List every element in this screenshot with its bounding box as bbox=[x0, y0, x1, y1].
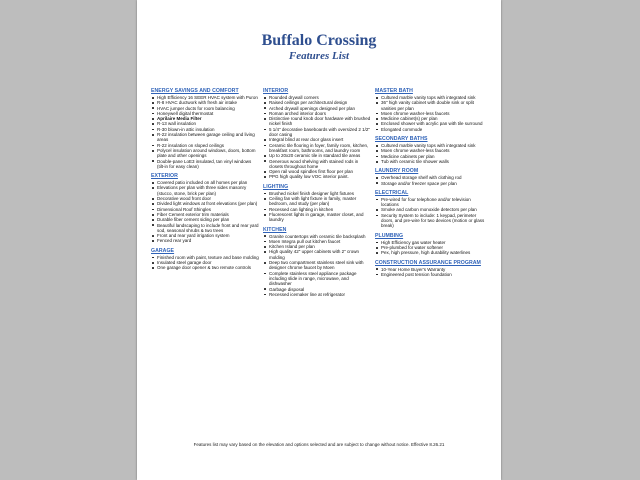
feature-item: Kitchen Island per plan bbox=[263, 244, 371, 249]
feature-item: Pre-plumbed for water softener bbox=[375, 245, 489, 250]
feature-item: Insulated steel garage door bbox=[151, 260, 259, 265]
feature-item: Fenced rear yard bbox=[151, 238, 259, 243]
feature-list bbox=[375, 240, 489, 256]
section-heading: KITCHEN bbox=[263, 226, 287, 233]
section-heading: SECONDARY BATHS bbox=[375, 136, 428, 143]
feature-list bbox=[375, 95, 489, 132]
feature-item: Finished room with paint, texture and base molding bbox=[151, 255, 259, 260]
feature-item: Cultured marble vanity tops with integrated sink bbox=[375, 143, 489, 148]
feature-item: Recessed icemaker line at refrigerator bbox=[263, 292, 371, 297]
feature-item: Complete stainless steel appliance package including slide in range, microwave, and dishwasher bbox=[263, 271, 371, 287]
feature-item: 36" high vanity cabinet with double sink or split vanities per plan bbox=[375, 100, 489, 111]
feature-item: Garbage disposal bbox=[263, 287, 371, 292]
feature-item: R-30 blown-in attic insulation bbox=[151, 127, 259, 132]
feature-item: R-22 insulation on sloped ceilings bbox=[151, 143, 259, 148]
feature-item: Polycel insulation around windows, doors, bottom plate and other openings bbox=[151, 148, 259, 159]
feature-list bbox=[263, 234, 371, 298]
feature-item: R-8 HVAC ductwork with fresh air intake bbox=[151, 100, 259, 105]
feature-list bbox=[151, 180, 259, 244]
feature-item: R-22 insulation between garage ceiling and living areas bbox=[151, 132, 259, 143]
feature-item: Brushed nickel finish designer light fixtures bbox=[263, 191, 371, 196]
feature-item: Pex, high pressure, high durability waterlines bbox=[375, 250, 489, 255]
feature-item: Integral blind at rear door glass insert bbox=[263, 137, 371, 142]
feature-item: Smoke and carbon monoxide detectors per plan bbox=[375, 207, 489, 212]
feature-item: 10-Year Home Buyer's Warranty bbox=[375, 267, 489, 272]
feature-item: Rounded drywall corners bbox=[263, 95, 371, 100]
feature-item: Divided light windows at front elevations (per plan) bbox=[151, 201, 259, 206]
document-footer-note: Features list may vary based on the elevation and options selected and are subject to change without notice. Effective 8.26.21 bbox=[193, 442, 445, 447]
feature-item: Elevations per plan with three sides masonry (stucco, stone, brick per plan) bbox=[151, 185, 259, 196]
feature-item: Up to 20x20 ceramic tile in standard tile areas bbox=[263, 153, 371, 158]
feature-item: Tub with ceramic tile shower walls bbox=[375, 159, 489, 164]
section-heading: GARAGE bbox=[151, 247, 175, 254]
feature-item: Recessed can lighting in kitchen bbox=[263, 207, 371, 212]
feature-item: Beautiful landscaping to include front and rear yard sod, seasonal shrubs & two trees bbox=[151, 223, 259, 234]
section-heading: ELECTRICAL bbox=[375, 189, 409, 196]
feature-item: Fluorescent lights in garage, master closet, and laundry bbox=[263, 212, 371, 223]
feature-list bbox=[375, 175, 489, 186]
feature-item: Generous wood shelving with stained rods in closets throughout home bbox=[263, 159, 371, 170]
section-heading: EXTERIOR bbox=[151, 173, 178, 180]
feature-item: Covered patio included on all homes per plan bbox=[151, 180, 259, 185]
feature-list bbox=[151, 95, 259, 169]
document-subtitle: Features List bbox=[288, 50, 350, 62]
feature-item: Security System to include: 1 keypad, perimeter doors, and pre-wire for two devices (motion or glass break) bbox=[375, 213, 489, 229]
feature-list bbox=[151, 255, 259, 271]
feature-list bbox=[263, 191, 371, 223]
feature-item: Durable fiber cement siding per plan bbox=[151, 217, 259, 222]
section-heading: ENERGY SAVINGS AND COMFORT bbox=[151, 88, 239, 94]
section-heading: LAUNDRY ROOM bbox=[375, 168, 419, 175]
feature-item: Ceramic tile flooring in foyer, family room, kitchen, breakfast room, bathrooms, and laundry room bbox=[263, 143, 371, 154]
feature-item: Engineered post tension foundation bbox=[375, 272, 489, 277]
features-column-right bbox=[375, 88, 489, 277]
document-title: Buffalo Crossing bbox=[261, 32, 377, 49]
features-column-middle bbox=[263, 88, 371, 297]
feature-item: Dimensional Roof Shingles bbox=[151, 207, 259, 212]
section-heading: MASTER BATH bbox=[375, 88, 413, 94]
features-document-page bbox=[137, 0, 501, 480]
feature-item: High quality 42" upper cabinets with 2" crown molding bbox=[263, 249, 371, 260]
feature-item: Overhead storage shelf with clothing rod bbox=[375, 175, 489, 180]
feature-item: PPG high quality low VOC interior paint. bbox=[263, 174, 371, 179]
section-heading: PLUMBING bbox=[375, 232, 404, 239]
feature-item: High Efficiency gas water heater bbox=[375, 240, 489, 245]
section-heading: LIGHTING bbox=[263, 183, 289, 190]
feature-item: Pre-wired for four telephone and/or television locations bbox=[375, 197, 489, 208]
feature-item: Decorative wood front door bbox=[151, 196, 259, 201]
feature-item: Storage and/or freezer space per plan bbox=[375, 181, 489, 186]
section-heading: INTERIOR bbox=[263, 88, 289, 94]
feature-item: Deep two compartment stainless steel sink with designer chrome faucet by Moen bbox=[263, 260, 371, 271]
feature-item: Aprilaire Media Filter bbox=[151, 116, 259, 121]
feature-item: One garage door opener & two remote controls bbox=[151, 265, 259, 270]
feature-item: HVAC jumper ducts for room balancing bbox=[151, 106, 259, 111]
feature-item: Open rail wood spindles first floor per plan bbox=[263, 169, 371, 174]
feature-list bbox=[375, 267, 489, 278]
feature-item: Raised ceilings per architectural design bbox=[263, 100, 371, 105]
feature-item: Granite countertops with ceramic tile backsplash bbox=[263, 234, 371, 239]
feature-item: Medicine cabinets per plan bbox=[375, 154, 489, 159]
feature-list bbox=[263, 95, 371, 180]
feature-item: Moen chrome washer-less faucets bbox=[375, 148, 489, 153]
feature-list bbox=[375, 197, 489, 229]
feature-item: High Efficiency 16 SEER HVAC system with Puron bbox=[151, 95, 259, 100]
feature-item: Elongated commode bbox=[375, 127, 489, 132]
feature-item: Moen Integra pull out kitchen faucet bbox=[263, 239, 371, 244]
section-heading: CONSTRUCTION ASSURANCE PROGRAM bbox=[375, 259, 481, 266]
feature-item: Distinctive round knob door hardware with brushed nickel finish bbox=[263, 116, 371, 127]
feature-item: Fiber Cement exterior trim materials bbox=[151, 212, 259, 217]
feature-item: Arched drywall openings designed per plan bbox=[263, 106, 371, 111]
feature-item: Double-pane LoE3 insulated, tan vinyl windows (tilt-in for easy clean) bbox=[151, 159, 259, 170]
feature-item: R-13 wall insulation bbox=[151, 121, 259, 126]
features-column-left bbox=[151, 88, 259, 271]
feature-item: 5 1/4" decorative baseboards with oversized 2 1/2" door casing bbox=[263, 127, 371, 138]
feature-item: Enclosed shower with acrylic pan with tile surround bbox=[375, 121, 489, 126]
feature-item: Moen chrome washer-less faucets bbox=[375, 111, 489, 116]
feature-item: Honeywell digital thermostat bbox=[151, 111, 259, 116]
feature-item: Cultured marble vanity tops with integrated sink bbox=[375, 95, 489, 100]
feature-item: Front and rear yard irrigation system bbox=[151, 233, 259, 238]
feature-list bbox=[375, 143, 489, 164]
feature-item: Roman arched interior doors bbox=[263, 111, 371, 116]
feature-item: Medicine cabinet(s) per plan bbox=[375, 116, 489, 121]
feature-item: Ceiling fan with light fixture in family, master bedroom, and study (per plan) bbox=[263, 196, 371, 207]
